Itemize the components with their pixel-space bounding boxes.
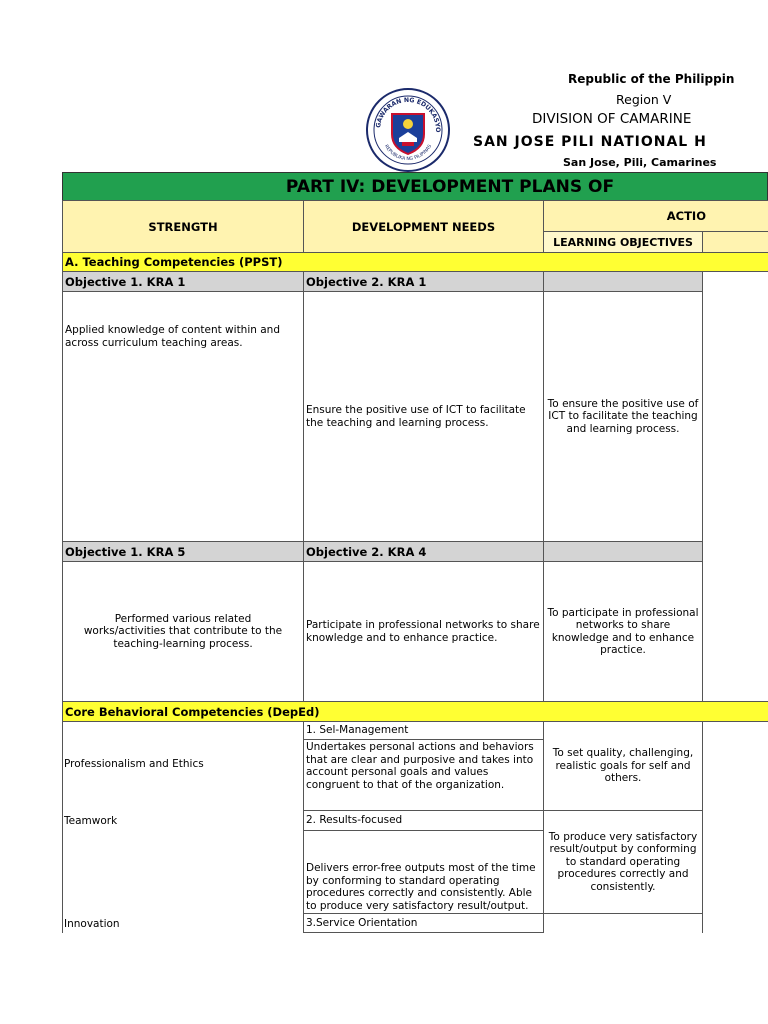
need-description: Delivers error-free outputs most of the time by conforming to standard operating procedures correctly and consistently. Able to produce very satisfactory result/output. bbox=[303, 830, 544, 914]
col-action: ACTIO bbox=[543, 200, 768, 232]
section-a-title: A. Teaching Competencies (PPST) bbox=[62, 252, 768, 272]
strength-innovation: Innovation bbox=[64, 918, 120, 930]
section-b-title: Core Behavioral Competencies (DepEd) bbox=[62, 701, 768, 722]
header-division: DIVISION OF CAMARINE bbox=[532, 111, 692, 127]
objective-header-empty bbox=[543, 541, 703, 562]
header-republic: Republic of the Philippin bbox=[568, 72, 735, 86]
objective-header: Objective 1. KRA 5 bbox=[62, 541, 304, 562]
learning-objective-cell: To participate in professional networks to share knowledge and to enhance practice. bbox=[543, 561, 703, 702]
part-title-bar bbox=[62, 172, 768, 201]
strength-teamwork: Teamwork bbox=[64, 815, 118, 827]
need-description: Undertakes personal actions and behaviors that are clear and purposive and takes into account personal goals and values congruent to that of the organization. bbox=[303, 739, 544, 811]
development-need-cell: Participate in professional networks to share knowledge and to enhance practice. bbox=[303, 561, 544, 702]
column-border bbox=[702, 913, 703, 933]
learning-objective-cell: To set quality, challenging, realistic goals for self and others. bbox=[543, 721, 703, 811]
objective-header: Objective 2. KRA 1 bbox=[303, 271, 544, 292]
svg-text:REPUBLIKA NG PILIPINAS: REPUBLIKA NG PILIPINAS bbox=[382, 144, 434, 163]
objective-header-empty bbox=[543, 271, 703, 292]
svg-text:KAGAWARAN NG EDUKASYON: GAWARAN NG EDUKASYO bbox=[375, 96, 442, 133]
objective-header: Objective 1. KRA 1 bbox=[62, 271, 304, 292]
need-title: 2. Results-focused bbox=[303, 810, 544, 831]
development-need-cell: Ensure the positive use of ICT to facilitate the teaching and learning process. bbox=[303, 291, 544, 542]
col-action-extra bbox=[702, 231, 768, 253]
strength-cell: Performed various related works/activities that contribute to the teaching-learning process. bbox=[62, 561, 304, 702]
objective-header: Objective 2. KRA 4 bbox=[303, 541, 544, 562]
header-region: Region V bbox=[616, 92, 672, 107]
col-learning-objectives: LEARNING OBJECTIVES bbox=[543, 231, 703, 253]
header-school: SAN JOSE PILI NATIONAL H bbox=[473, 134, 707, 150]
strength-professionalism: Professionalism and Ethics bbox=[64, 758, 204, 770]
col-development-needs: DEVELOPMENT NEEDS bbox=[303, 200, 544, 253]
strength-cell: Applied knowledge of content within and across curriculum teaching areas. bbox=[62, 291, 304, 542]
need-title: 1. Sel-Management bbox=[303, 721, 544, 740]
need-title: 3.Service Orientation bbox=[303, 913, 544, 933]
learning-objective-cell: To produce very satisfactory result/output by conforming to standard operating procedures correctly and consistently. bbox=[543, 810, 703, 914]
header-address: San Jose, Pili, Camarines bbox=[563, 156, 717, 169]
part-title: PART IV: DEVELOPMENT PLANS OF bbox=[285, 176, 615, 197]
learning-objective-cell: To ensure the positive use of ICT to facilitate the teaching and learning process. bbox=[543, 291, 703, 542]
deped-seal bbox=[366, 88, 450, 172]
col-strength: STRENGTH bbox=[62, 200, 304, 253]
